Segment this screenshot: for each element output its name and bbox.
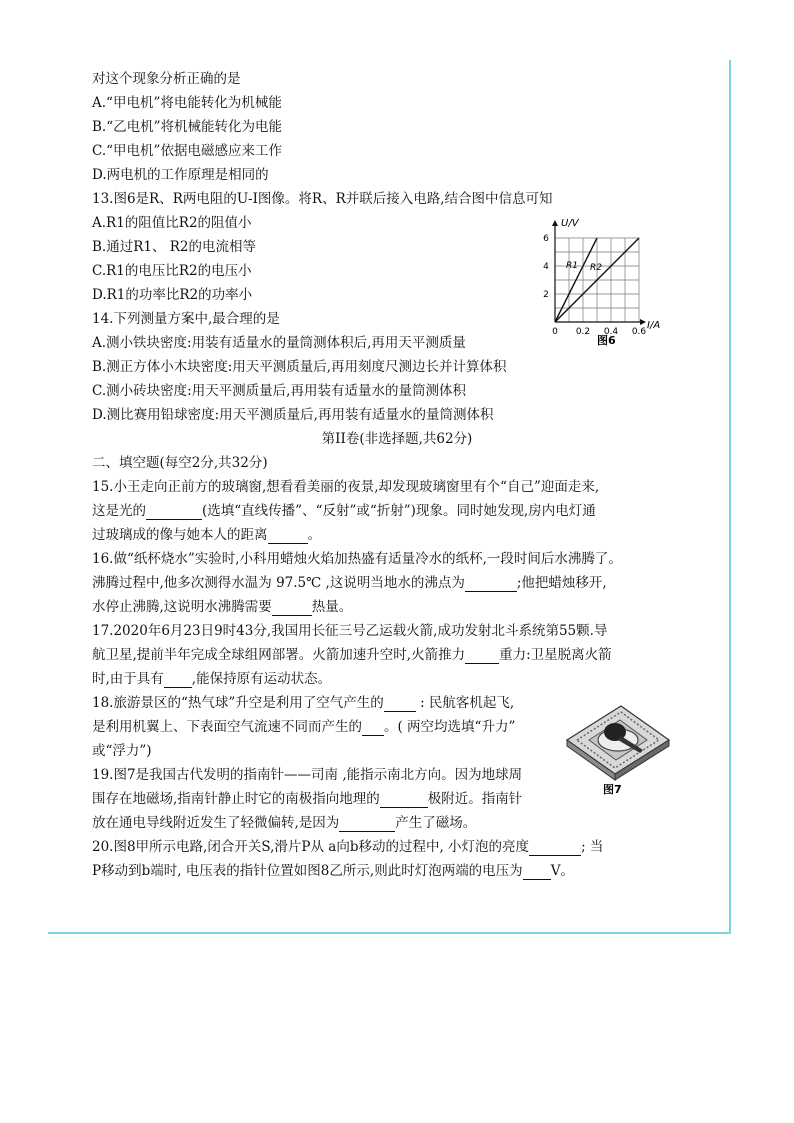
- y-tick-label: 6: [543, 234, 549, 244]
- x-tick-label: 0.4: [603, 327, 619, 337]
- q15-line3: [92, 526, 321, 544]
- q19-line3: [92, 814, 476, 832]
- q19-blank-1[interactable]: [380, 793, 428, 808]
- q14-option-a: A.测小铁块密度:用装有适量水的量筒测体积后,再用天平测质量: [92, 335, 466, 351]
- q20-line1: [92, 838, 603, 856]
- q16-line3: [92, 598, 352, 616]
- q20-text: V。: [550, 863, 574, 879]
- q16-blank-1[interactable]: [465, 577, 517, 592]
- y-axis-label: U/V: [561, 218, 579, 229]
- q15-blank-2[interactable]: [268, 529, 308, 544]
- q20-text: 20.图8甲所示电路,闭合开关S,滑片P从 a向b移动的过程中, 小灯泡的亮度: [92, 839, 530, 855]
- page-frame-right: [729, 60, 731, 934]
- q15-line1: 15.小王走向正前方的玻璃窗,想看看美丽的夜景,却发现玻璃窗里有个“自己”迎面走来,: [92, 479, 600, 495]
- q18-text: 。( 两空均选填“升力”: [384, 719, 516, 735]
- q12-stem: 对这个现象分析正确的是: [92, 71, 241, 87]
- q16-line2: [92, 574, 607, 592]
- q15-text: 过玻璃成的像与她本人的距离: [92, 527, 268, 543]
- q13-option-c: C.R1的电压比R2的电压小: [92, 263, 252, 279]
- q20-blank-1[interactable]: [529, 841, 581, 856]
- q17-line1: 17.2020年6月23日9时43分,我国用长征三号乙运载火箭,成功发射北斗系统第55颗.导: [92, 623, 608, 639]
- q14-option-c: C.测小砖块密度:用天平测质量后,再用装有适量水的量筒测体积: [92, 383, 466, 399]
- q19-blank-2[interactable]: [339, 817, 395, 832]
- q13-option-d: D.R1的功率比R2的功率小: [92, 287, 253, 303]
- y-tick-label: 2: [543, 290, 549, 300]
- x-axis-arrow: [640, 319, 646, 325]
- x-tick-label: 0.6: [631, 327, 647, 337]
- figure-6-chart: [534, 212, 684, 348]
- figure-7-illustration: [563, 688, 671, 798]
- q16-line1: 16.做“纸杯烧水”实验时,小科用蜡烛火焰加热盛有适量冷水的纸杯,一段时间后水沸腾了。: [92, 551, 622, 567]
- x-axis-label: I/A: [647, 320, 661, 331]
- x-tick-label: 0.2: [575, 327, 591, 337]
- x-tick-label: 0: [552, 327, 558, 337]
- q18-blank-2[interactable]: [362, 721, 384, 736]
- q18-line3: 或“浮力”): [92, 743, 152, 759]
- q16-text: 水停止沸腾,这说明水沸腾需要: [92, 599, 272, 615]
- series-label-r2: R2: [590, 263, 602, 273]
- q20-blank-2[interactable]: [523, 865, 551, 880]
- q15-text: 这是光的: [92, 503, 146, 519]
- q15-blank-1[interactable]: [146, 505, 202, 520]
- q15-text: 。: [307, 527, 321, 543]
- q12-option-d: D.两电机的工作原理是相同的: [92, 167, 269, 183]
- q13-option-b: B.通过R1、 R2的电流相等: [92, 239, 257, 255]
- q16-text: 沸腾过程中,他多次测得水温为 97.5℃ ,这说明当地水的沸点为: [92, 575, 465, 591]
- q16-blank-2[interactable]: [272, 601, 312, 616]
- q12-option-a: A.“甲电机”将电能转化为机械能: [92, 95, 282, 111]
- q19-text: 围存在地磁场,指南针静止时它的南极指向地理的: [92, 791, 380, 807]
- q17-blank-1[interactable]: [465, 649, 499, 664]
- q18-blank-1[interactable]: [384, 697, 416, 712]
- figure-6-caption: 图6: [597, 334, 616, 347]
- q20-text: ; 当: [581, 839, 604, 855]
- volume-title: 第II卷(非选择题,共62分): [321, 431, 473, 447]
- q18-line2: [92, 718, 515, 736]
- q17-text: ,能保持原有运动状态。: [191, 671, 332, 687]
- q16-text: ;他把蜡烛移开,: [516, 575, 607, 591]
- q17-blank-2[interactable]: [164, 673, 192, 688]
- q19-line1: 19.图7是我国古代发明的指南针——司南 ,能指示南北方向。因为地球周: [92, 767, 523, 783]
- q18-line1: [92, 694, 514, 712]
- q18-text: 18.旅游景区的“热气球”升空是利用了空气产生的: [92, 695, 384, 711]
- figure-7-caption: 图7: [603, 783, 622, 796]
- q12-option-b: B.“乙电机”将机械能转化为电能: [92, 119, 283, 135]
- q14-option-d: D.测比赛用铅球密度:用天平测质量后,再用装有适量水的量筒测体积: [92, 407, 494, 423]
- q12-option-c: C.“甲电机”依据电磁感应来工作: [92, 143, 282, 159]
- q14-stem: 14.下列测量方案中,最合理的是: [92, 311, 280, 327]
- figure-7: [563, 688, 671, 798]
- q19-text: 极附近。指南针: [427, 791, 523, 807]
- q18-text: 是利用机翼上、下表面空气流速不同而产生的: [92, 719, 362, 735]
- part-title: 二、填空题(每空2分,共32分): [92, 455, 268, 471]
- page-frame-bottom: [48, 932, 731, 934]
- q17-text: 航卫星,提前半年完成全球组网部署。火箭加速升空时,火箭推力: [92, 647, 466, 663]
- y-axis-arrow: [552, 220, 558, 226]
- q20-text: P移动到b端时, 电压表的指针位置如图8乙所示,则此时灯泡两端的电压为: [92, 863, 523, 879]
- q15-text: (选填“直线传播”、“反射”或“折射”)现象。同时她发现,房内电灯通: [202, 503, 596, 519]
- q19-text: 产生了磁场。: [395, 815, 477, 831]
- q17-text: 重力:卫星脱离火箭: [499, 647, 612, 663]
- q16-text: 热量。: [311, 599, 353, 615]
- q18-text: : 民航客机起飞,: [415, 695, 515, 711]
- q13-option-a: A.R1的阻值比R2的阻值小: [92, 215, 252, 231]
- q17-line2: [92, 646, 612, 664]
- figure-6: [534, 212, 684, 348]
- q17-text: 时,由于具有: [92, 671, 164, 687]
- q17-line3: [92, 670, 331, 688]
- y-tick-label: 4: [543, 262, 549, 272]
- q13-stem: 13.图6是R、R两电阻的U-I图像。将R、R并联后接入电路,结合图中信息可知: [92, 191, 553, 207]
- q14-option-b: B.测正方体小木块密度:用天平测质量后,再用刻度尺测边长并计算体积: [92, 359, 507, 375]
- series-label-r1: R1: [566, 261, 578, 271]
- q19-text: 放在通电导线附近发生了轻微偏转,是因为: [92, 815, 340, 831]
- q20-line2: [92, 862, 574, 880]
- q19-line2: [92, 790, 522, 808]
- q15-line2: [92, 502, 596, 520]
